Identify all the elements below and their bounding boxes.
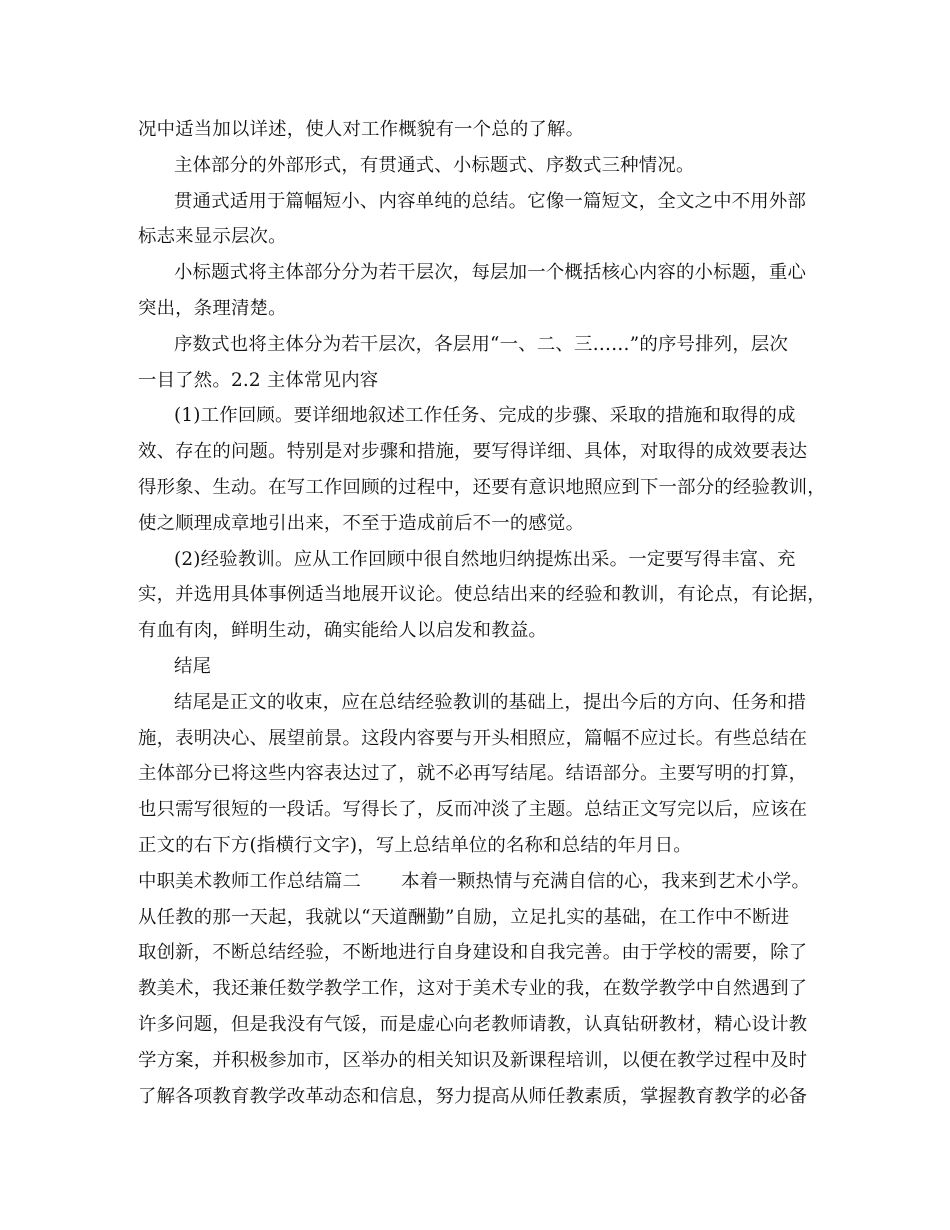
text-line: 一目了然。2.2 主体常见内容 <box>138 369 379 391</box>
text-line: 主体部分已将这些内容表达过了，就不必再写结尾。结语部分。主要写明的打算， <box>138 763 808 785</box>
text-line: 从任教的那一天起，我就以“天道酬勤”自励，立足扎实的基础，在工作中不断进 <box>138 906 790 928</box>
text-line: 正文的右下方(指横行文字)，写上总结单位的名称和总结的年月日。 <box>138 834 692 856</box>
text-line: 有血有肉，鲜明生动，确实能给人以启发和教益。 <box>138 620 547 642</box>
text-line: 实，并选用具体事例适当地展开议论。使总结出来的经验和教训，有论点，有论据， <box>138 584 826 606</box>
text-line: 学方案，并积极参加市，区举办的相关知识及新课程培训，以便在教学过程中及时 <box>138 1049 808 1071</box>
text-line: 序数式也将主体分为若干层次，各层用“一、二、三……”的序号排列，层次 <box>174 333 789 355</box>
document-body <box>138 112 828 864</box>
section-heading-line <box>138 864 828 900</box>
text-line: 结尾是正文的收束，应在总结经验教训的基础上，提出今后的方向、任务和措 <box>174 691 807 713</box>
section-title: 中职美术教师工作总结篇二 <box>138 870 362 892</box>
text-line: 标志来显示层次。 <box>138 226 287 248</box>
section-body <box>138 900 828 1115</box>
text-line: 取创新，不断总结经验，不断地进行自身建设和自我完善。由于学校的需要，除了 <box>138 942 808 964</box>
text-line: 施，表明决心、展望前景。这段内容要与开头相照应，篇幅不应过长。有些总结在 <box>138 727 808 749</box>
section-opening-text: 本着一颗热情与充满自信的心，我来到艺术小学。 <box>401 870 811 892</box>
text-line: 贯通式适用于篇幅短小、内容单纯的总结。它像一篇短文，全文之中不用外部 <box>174 190 807 212</box>
document-page <box>138 112 828 1114</box>
text-line: 小标题式将主体部分分为若干层次，每层加一个概括核心内容的小标题，重心 <box>174 262 807 284</box>
text-line: 结尾 <box>174 655 212 677</box>
text-line: 了解各项教育教学改革动态和信息，努力提高从师任教素质，掌握教育教学的必备 <box>138 1085 808 1107</box>
text-line: 效、存在的问题。特别是对步骤和措施，要写得详细、具体，对取得的成效要表达 <box>138 441 808 463</box>
text-line: 使之顺理成章地引出来，不至于造成前后不一的感觉。 <box>138 512 585 534</box>
text-line: (1)工作回顾。要详细地叙述工作任务、完成的步骤、采取的措施和取得的成 <box>174 405 796 427</box>
text-line: (2)经验教训。应从工作回顾中很自然地归纳提炼出采。一定要写得丰富、充 <box>174 548 796 570</box>
text-line: 况中适当加以详述，使人对工作概貌有一个总的了解。 <box>138 119 585 140</box>
text-line: 也只需写很短的一段话。写得长了，反而冲淡了主题。总结正文写完以后，应该在 <box>138 799 808 821</box>
text-line: 得形象、生动。在写工作回顾的过程中，还要有意识地照应到下一部分的经验教训， <box>138 476 826 498</box>
text-line: 许多问题，但是我没有气馁，而是虚心向老教师请教，认真钻研教材，精心设计教 <box>138 1013 808 1035</box>
text-line: 教美术，我还兼任数学教学工作，这对于美术专业的我，在数学教学中自然遇到了 <box>138 978 808 1000</box>
text-line: 突出，条理清楚。 <box>138 297 287 319</box>
text-line: 主体部分的外部形式，有贯通式、小标题式、序数式三种情况。 <box>174 154 695 176</box>
